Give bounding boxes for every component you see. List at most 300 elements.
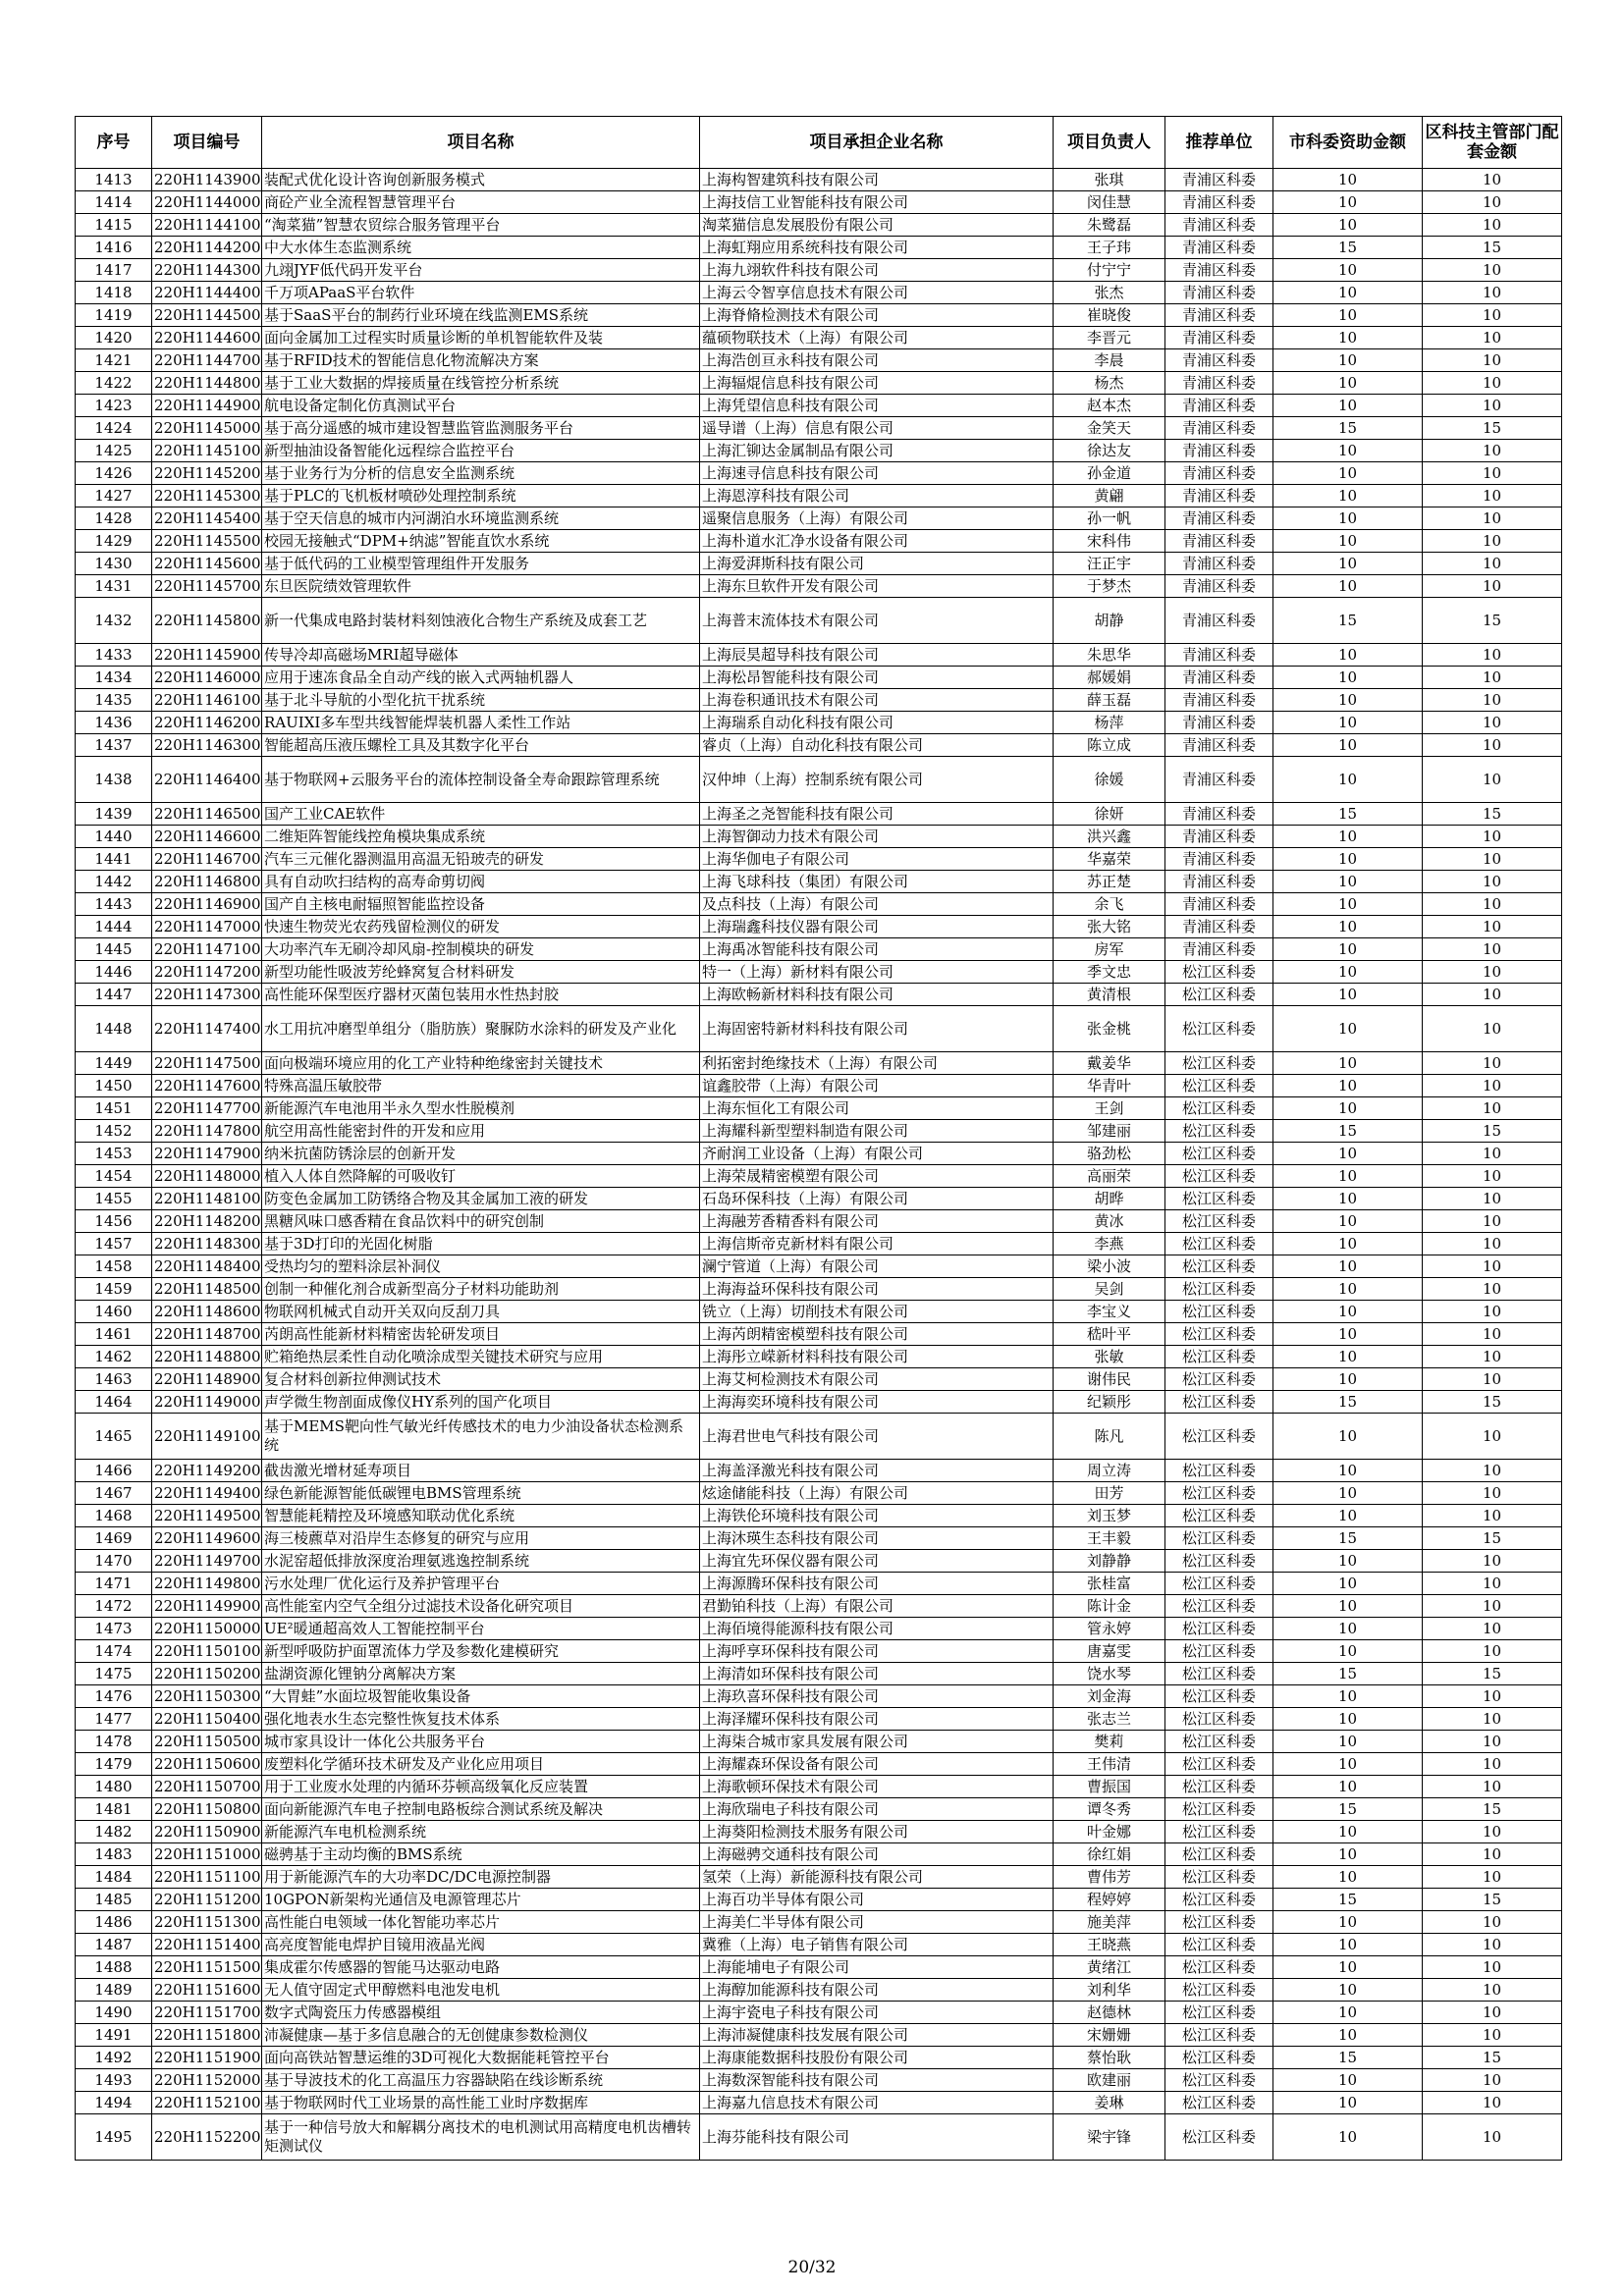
cell-recommender: 青浦区科委	[1165, 553, 1273, 575]
cell-company: 上海艾柯检测技术有限公司	[700, 1368, 1054, 1391]
cell-project-code: 220H1151900	[152, 2047, 262, 2069]
cell-project-code: 220H1146600	[152, 826, 262, 848]
cell-recommender: 松江区科委	[1165, 1006, 1273, 1052]
cell-project-name: 传导冷却高磁场MRI超导磁体	[262, 644, 700, 667]
cell-serial: 1445	[76, 938, 152, 961]
cell-company: 上海瑞系自动化科技有限公司	[700, 712, 1054, 734]
cell-company: 澜宁管道（上海）有限公司	[700, 1255, 1054, 1278]
cell-leader: 黄翩	[1054, 485, 1165, 507]
cell-project-code: 220H1144100	[152, 214, 262, 237]
cell-serial: 1489	[76, 1979, 152, 2002]
cell-city-funding: 10	[1273, 2024, 1423, 2047]
cell-company: 淘菜猫信息发展股份有限公司	[700, 214, 1054, 237]
cell-company: 上海君世电气科技有限公司	[700, 1414, 1054, 1460]
cell-project-name: 盐湖资源化锂钠分离解决方案	[262, 1663, 700, 1685]
cell-project-name: 数字式陶瓷压力传感器模组	[262, 2002, 700, 2024]
cell-company: 上海辰昊超导科技有限公司	[700, 644, 1054, 667]
cell-project-code: 220H1151800	[152, 2024, 262, 2047]
cell-company: 上海沛凝健康科技发展有限公司	[700, 2024, 1054, 2047]
cell-project-code: 220H1145700	[152, 575, 262, 598]
cell-project-code: 220H1144900	[152, 395, 262, 417]
cell-company: 上海泽耀环保科技有限公司	[700, 1708, 1054, 1731]
cell-company: 上海海奕环境科技有限公司	[700, 1391, 1054, 1414]
cell-district-funding: 10	[1423, 169, 1562, 191]
cell-project-code: 220H1151000	[152, 1843, 262, 1866]
cell-serial: 1433	[76, 644, 152, 667]
cell-company: 蕴硕物联技术（上海）有限公司	[700, 327, 1054, 349]
cell-serial: 1495	[76, 2114, 152, 2161]
table-row	[76, 2114, 1562, 2161]
cell-project-code: 220H1150400	[152, 1708, 262, 1731]
cell-city-funding: 10	[1273, 893, 1423, 916]
table-row	[76, 1505, 1562, 1527]
cell-project-name: 新一代集成电路封装材料刻蚀液化合物生产系统及成套工艺	[262, 598, 700, 644]
cell-district-funding: 15	[1423, 1120, 1562, 1143]
cell-leader: 季文忠	[1054, 961, 1165, 984]
cell-recommender: 松江区科委	[1165, 1097, 1273, 1120]
cell-project-name: RAUIXI多车型共线智能焊装机器人柔性工作站	[262, 712, 700, 734]
cell-project-name: 用于工业废水处理的内循环芬顿高级氧化反应装置	[262, 1776, 700, 1798]
cell-leader: 刘静静	[1054, 1550, 1165, 1573]
cell-company: 上海欣瑞电子科技有限公司	[700, 1798, 1054, 1821]
cell-project-code: 220H1144300	[152, 259, 262, 282]
table-row	[76, 1866, 1562, 1889]
table-row	[76, 1143, 1562, 1165]
cell-project-code: 220H1144200	[152, 237, 262, 259]
cell-leader: 施美萍	[1054, 1911, 1165, 1934]
cell-recommender: 松江区科委	[1165, 2047, 1273, 2069]
cell-project-code: 220H1150200	[152, 1663, 262, 1685]
cell-district-funding: 10	[1423, 1934, 1562, 1956]
cell-recommender: 松江区科委	[1165, 2024, 1273, 2047]
cell-serial: 1416	[76, 237, 152, 259]
cell-leader: 管永婷	[1054, 1618, 1165, 1640]
cell-city-funding: 10	[1273, 1843, 1423, 1866]
cell-city-funding: 10	[1273, 1414, 1423, 1460]
cell-project-name: 基于PLC的飞机板材喷砂处理控制系统	[262, 485, 700, 507]
cell-project-name: 复合材料创新拉伸测试技术	[262, 1368, 700, 1391]
cell-district-funding: 10	[1423, 1866, 1562, 1889]
cell-district-funding: 10	[1423, 826, 1562, 848]
cell-project-name: 基于导波技术的化工高温压力容器缺陷在线诊断系统	[262, 2069, 700, 2092]
cell-district-funding: 10	[1423, 1210, 1562, 1233]
table-row	[76, 2024, 1562, 2047]
table-row	[76, 282, 1562, 304]
cell-serial: 1451	[76, 1097, 152, 1120]
cell-leader: 王剑	[1054, 1097, 1165, 1120]
cell-city-funding: 10	[1273, 440, 1423, 462]
cell-city-funding: 10	[1273, 191, 1423, 214]
cell-company: 铣立（上海）切削技术有限公司	[700, 1301, 1054, 1323]
cell-leader: 闵佳慧	[1054, 191, 1165, 214]
col-header-city-funding: 市科委资助金额	[1273, 117, 1423, 169]
cell-recommender: 青浦区科委	[1165, 440, 1273, 462]
cell-serial: 1419	[76, 304, 152, 327]
cell-project-name: 新型呼吸防护面罩流体力学及参数化建模研究	[262, 1640, 700, 1663]
cell-project-code: 220H1145400	[152, 507, 262, 530]
cell-city-funding: 10	[1273, 916, 1423, 938]
table-row	[76, 1663, 1562, 1685]
cell-leader: 黄冰	[1054, 1210, 1165, 1233]
cell-company: 上海智御动力技术有限公司	[700, 826, 1054, 848]
cell-serial: 1477	[76, 1708, 152, 1731]
cell-city-funding: 15	[1273, 237, 1423, 259]
cell-recommender: 青浦区科委	[1165, 575, 1273, 598]
cell-recommender: 松江区科委	[1165, 1618, 1273, 1640]
cell-leader: 纪颖彤	[1054, 1391, 1165, 1414]
cell-project-name: 沛凝健康—基于多信息融合的无创健康参数检测仪	[262, 2024, 700, 2047]
cell-company: 上海葵阳检测技术服务有限公司	[700, 1821, 1054, 1843]
cell-recommender: 松江区科委	[1165, 1911, 1273, 1934]
cell-district-funding: 10	[1423, 2024, 1562, 2047]
table-row	[76, 1075, 1562, 1097]
cell-recommender: 青浦区科委	[1165, 734, 1273, 757]
cell-leader: 陈计金	[1054, 1595, 1165, 1618]
cell-leader: 邹建丽	[1054, 1120, 1165, 1143]
cell-project-code: 220H1147100	[152, 938, 262, 961]
table-row	[76, 734, 1562, 757]
cell-serial: 1439	[76, 803, 152, 826]
cell-project-name: 校园无接触式“DPM+纳滤”智能直饮水系统	[262, 530, 700, 553]
cell-serial: 1414	[76, 191, 152, 214]
cell-district-funding: 10	[1423, 1776, 1562, 1798]
table-row	[76, 372, 1562, 395]
cell-leader: 金笑天	[1054, 417, 1165, 440]
cell-company: 上海嘉九信息技术有限公司	[700, 2092, 1054, 2114]
cell-recommender: 松江区科委	[1165, 1663, 1273, 1685]
cell-serial: 1470	[76, 1550, 152, 1573]
cell-serial: 1492	[76, 2047, 152, 2069]
table-row	[76, 1301, 1562, 1323]
cell-company: 上海歌顿环保技术有限公司	[700, 1776, 1054, 1798]
cell-project-name: 国产自主核电耐辐照智能监控设备	[262, 893, 700, 916]
cell-city-funding: 10	[1273, 1753, 1423, 1776]
cell-city-funding: 10	[1273, 395, 1423, 417]
cell-district-funding: 10	[1423, 1143, 1562, 1165]
table-row	[76, 1934, 1562, 1956]
cell-company: 上海呼享环保科技有限公司	[700, 1640, 1054, 1663]
cell-district-funding: 10	[1423, 1006, 1562, 1052]
cell-serial: 1491	[76, 2024, 152, 2047]
cell-recommender: 松江区科委	[1165, 1776, 1273, 1798]
cell-project-code: 220H1148500	[152, 1278, 262, 1301]
cell-project-code: 220H1146900	[152, 893, 262, 916]
cell-project-name: “大胃蛙”水面垃圾智能收集设备	[262, 1685, 700, 1708]
cell-district-funding: 10	[1423, 214, 1562, 237]
cell-serial: 1449	[76, 1052, 152, 1075]
cell-leader: 黄清根	[1054, 984, 1165, 1006]
cell-leader: 李燕	[1054, 1233, 1165, 1255]
cell-project-code: 220H1145000	[152, 417, 262, 440]
table-row	[76, 1006, 1562, 1052]
cell-leader: 王晓燕	[1054, 1934, 1165, 1956]
table-row	[76, 485, 1562, 507]
cell-project-name: 基于一种信号放大和解耦分离技术的电机测试用高精度电机齿槽转矩测试仪	[262, 2114, 700, 2161]
table-row	[76, 1618, 1562, 1640]
cell-leader: 徐媛	[1054, 757, 1165, 803]
cell-serial: 1456	[76, 1210, 152, 1233]
cell-company: 上海云令智享信息技术有限公司	[700, 282, 1054, 304]
cell-city-funding: 10	[1273, 1595, 1423, 1618]
cell-recommender: 松江区科委	[1165, 1255, 1273, 1278]
cell-company: 上海数深智能科技有限公司	[700, 2069, 1054, 2092]
cell-project-code: 220H1150900	[152, 1821, 262, 1843]
cell-project-name: 黑糖风味口感香精在食品饮料中的研究创制	[262, 1210, 700, 1233]
cell-serial: 1464	[76, 1391, 152, 1414]
cell-city-funding: 10	[1273, 1233, 1423, 1255]
cell-district-funding: 10	[1423, 938, 1562, 961]
cell-project-code: 220H1152100	[152, 2092, 262, 2114]
cell-recommender: 松江区科委	[1165, 1210, 1273, 1233]
cell-project-name: 基于SaaS平台的制药行业环境在线监测EMS系统	[262, 304, 700, 327]
cell-project-code: 220H1145900	[152, 644, 262, 667]
cell-recommender: 松江区科委	[1165, 961, 1273, 984]
cell-project-name: 海三棱藨草对沿岸生态修复的研究与应用	[262, 1527, 700, 1550]
cell-project-name: 截齿激光增材延寿项目	[262, 1460, 700, 1482]
cell-serial: 1475	[76, 1663, 152, 1685]
cell-district-funding: 10	[1423, 1595, 1562, 1618]
cell-project-name: 中大水体生态监测系统	[262, 237, 700, 259]
cell-serial: 1431	[76, 575, 152, 598]
cell-recommender: 青浦区科委	[1165, 214, 1273, 237]
cell-leader: 洪兴鑫	[1054, 826, 1165, 848]
cell-leader: 张敏	[1054, 1346, 1165, 1368]
cell-company: 遥聚信息服务（上海）有限公司	[700, 507, 1054, 530]
cell-serial: 1423	[76, 395, 152, 417]
cell-company: 上海信斯帝克新材料有限公司	[700, 1233, 1054, 1255]
cell-company: 上海瑞鑫科技仪器有限公司	[700, 916, 1054, 938]
cell-leader: 程婷婷	[1054, 1889, 1165, 1911]
cell-project-name: 航电设备定制化仿真测试平台	[262, 395, 700, 417]
cell-project-name: 基于业务行为分析的信息安全监测系统	[262, 462, 700, 485]
cell-project-name: 声学微生物剖面成像仪HY系列的国产化项目	[262, 1391, 700, 1414]
cell-leader: 张金桃	[1054, 1006, 1165, 1052]
table-row	[76, 1527, 1562, 1550]
cell-project-code: 220H1146300	[152, 734, 262, 757]
cell-leader: 欧建丽	[1054, 2069, 1165, 2092]
table-row	[76, 598, 1562, 644]
cell-recommender: 青浦区科委	[1165, 237, 1273, 259]
cell-company: 上海玖喜环保科技有限公司	[700, 1685, 1054, 1708]
cell-city-funding: 10	[1273, 462, 1423, 485]
table-row	[76, 1052, 1562, 1075]
cell-project-name: 基于工业大数据的焊接质量在线管控分析系统	[262, 372, 700, 395]
cell-city-funding: 15	[1273, 1798, 1423, 1821]
cell-project-name: 新型抽油设备智能化远程综合监控平台	[262, 440, 700, 462]
cell-project-code: 220H1144700	[152, 349, 262, 372]
cell-recommender: 青浦区科委	[1165, 372, 1273, 395]
cell-leader: 刘金海	[1054, 1685, 1165, 1708]
cell-serial: 1461	[76, 1323, 152, 1346]
cell-project-code: 220H1151300	[152, 1911, 262, 1934]
cell-leader: 胡静	[1054, 598, 1165, 644]
cell-project-name: 受热均匀的塑料涂层补洞仪	[262, 1255, 700, 1278]
cell-city-funding: 10	[1273, 372, 1423, 395]
cell-serial: 1474	[76, 1640, 152, 1663]
table-row	[76, 938, 1562, 961]
cell-project-code: 220H1150100	[152, 1640, 262, 1663]
cell-leader: 孙金道	[1054, 462, 1165, 485]
cell-project-name: 高性能环保型医疗器材灭菌包装用水性热封胶	[262, 984, 700, 1006]
cell-city-funding: 10	[1273, 644, 1423, 667]
cell-district-funding: 10	[1423, 440, 1562, 462]
cell-project-name: 智慧能耗精控及环境感知联动优化系统	[262, 1505, 700, 1527]
cell-city-funding: 10	[1273, 826, 1423, 848]
cell-leader: 徐妍	[1054, 803, 1165, 826]
cell-district-funding: 10	[1423, 1618, 1562, 1640]
table-row	[76, 984, 1562, 1006]
cell-serial: 1493	[76, 2069, 152, 2092]
cell-company: 上海浩创亘永科技有限公司	[700, 349, 1054, 372]
cell-serial: 1473	[76, 1618, 152, 1640]
cell-recommender: 青浦区科委	[1165, 848, 1273, 871]
cell-company: 谊鑫胶带（上海）有限公司	[700, 1075, 1054, 1097]
cell-city-funding: 10	[1273, 1956, 1423, 1979]
cell-serial: 1481	[76, 1798, 152, 1821]
table-row	[76, 1210, 1562, 1233]
cell-serial: 1480	[76, 1776, 152, 1798]
cell-project-name: 纳米抗菌防锈涂层的创新开发	[262, 1143, 700, 1165]
cell-serial: 1452	[76, 1120, 152, 1143]
table-row	[76, 1368, 1562, 1391]
cell-leader: 李晋元	[1054, 327, 1165, 349]
cell-serial: 1415	[76, 214, 152, 237]
table-row	[76, 575, 1562, 598]
col-header-project-code: 项目编号	[152, 117, 262, 169]
cell-recommender: 松江区科委	[1165, 1368, 1273, 1391]
cell-serial: 1438	[76, 757, 152, 803]
cell-company: 齐耐润工业设备（上海）有限公司	[700, 1143, 1054, 1165]
cell-leader: 周立涛	[1054, 1460, 1165, 1482]
cell-project-name: 防变色金属加工防锈络合物及其金属加工液的研发	[262, 1188, 700, 1210]
cell-district-funding: 10	[1423, 2114, 1562, 2161]
cell-serial: 1430	[76, 553, 152, 575]
cell-city-funding: 10	[1273, 871, 1423, 893]
cell-recommender: 松江区科委	[1165, 1821, 1273, 1843]
table-row	[76, 1346, 1562, 1368]
cell-leader: 嵇叶平	[1054, 1323, 1165, 1346]
cell-project-name: 废塑料化学循环技术研发及产业化应用项目	[262, 1753, 700, 1776]
table-row	[76, 644, 1562, 667]
cell-company: 上海融芳香精香料有限公司	[700, 1210, 1054, 1233]
table-row	[76, 1414, 1562, 1460]
cell-district-funding: 10	[1423, 689, 1562, 712]
cell-company: 上海九翊软件科技有限公司	[700, 259, 1054, 282]
cell-recommender: 松江区科委	[1165, 1052, 1273, 1075]
cell-recommender: 松江区科委	[1165, 1640, 1273, 1663]
cell-company: 上海禹冰智能科技有限公司	[700, 938, 1054, 961]
cell-project-name: 强化地表水生态完整性恢复技术体系	[262, 1708, 700, 1731]
cell-project-name: 面向新能源汽车电子控制电路板综合测试系统及解决	[262, 1798, 700, 1821]
cell-city-funding: 10	[1273, 530, 1423, 553]
cell-serial: 1483	[76, 1843, 152, 1866]
cell-company: 上海构智建筑科技有限公司	[700, 169, 1054, 191]
cell-serial: 1471	[76, 1573, 152, 1595]
cell-city-funding: 10	[1273, 1052, 1423, 1075]
cell-district-funding: 10	[1423, 871, 1562, 893]
cell-recommender: 松江区科委	[1165, 2092, 1273, 2114]
cell-project-name: 磁骋基于主动均衡的BMS系统	[262, 1843, 700, 1866]
cell-leader: 陈凡	[1054, 1414, 1165, 1460]
cell-leader: 张大铭	[1054, 916, 1165, 938]
cell-city-funding: 10	[1273, 1006, 1423, 1052]
cell-project-name: 面向金属加工过程实时质量诊断的单机智能软件及装	[262, 327, 700, 349]
cell-project-code: 220H1144500	[152, 304, 262, 327]
cell-district-funding: 10	[1423, 304, 1562, 327]
cell-company: 上海朴道水汇净水设备有限公司	[700, 530, 1054, 553]
table-row	[76, 2002, 1562, 2024]
cell-city-funding: 10	[1273, 712, 1423, 734]
cell-city-funding: 10	[1273, 1685, 1423, 1708]
cell-serial: 1454	[76, 1165, 152, 1188]
cell-company: 上海辐焜信息科技有限公司	[700, 372, 1054, 395]
cell-leader: 薛玉磊	[1054, 689, 1165, 712]
cell-city-funding: 10	[1273, 1143, 1423, 1165]
cell-district-funding: 10	[1423, 1278, 1562, 1301]
cell-district-funding: 15	[1423, 598, 1562, 644]
cell-project-code: 220H1148000	[152, 1165, 262, 1188]
table-row	[76, 1685, 1562, 1708]
cell-leader: 刘利华	[1054, 1979, 1165, 2002]
cell-project-name: 二维矩阵智能线控角模块集成系统	[262, 826, 700, 848]
cell-city-funding: 10	[1273, 1097, 1423, 1120]
cell-project-code: 220H1148600	[152, 1301, 262, 1323]
cell-city-funding: 10	[1273, 575, 1423, 598]
cell-serial: 1428	[76, 507, 152, 530]
table-row	[76, 2047, 1562, 2069]
cell-leader: 高丽荣	[1054, 1165, 1165, 1188]
cell-recommender: 青浦区科委	[1165, 530, 1273, 553]
cell-project-code: 220H1144800	[152, 372, 262, 395]
table-row	[76, 1595, 1562, 1618]
cell-city-funding: 10	[1273, 1821, 1423, 1843]
cell-city-funding: 15	[1273, 1391, 1423, 1414]
cell-serial: 1447	[76, 984, 152, 1006]
cell-project-name: 基于物联网时代工业场景的高性能工业时序数据库	[262, 2092, 700, 2114]
cell-district-funding: 10	[1423, 1346, 1562, 1368]
cell-company: 上海清如环保科技有限公司	[700, 1663, 1054, 1685]
cell-district-funding: 10	[1423, 2069, 1562, 2092]
cell-city-funding: 10	[1273, 1731, 1423, 1753]
cell-leader: 骆劲松	[1054, 1143, 1165, 1165]
table-row	[76, 1956, 1562, 1979]
cell-company: 上海铁伦环境科技有限公司	[700, 1505, 1054, 1527]
cell-recommender: 青浦区科委	[1165, 803, 1273, 826]
cell-project-name: 特殊高温压敏胶带	[262, 1075, 700, 1097]
table-row	[76, 1188, 1562, 1210]
cell-company: 上海磁骋交通科技有限公司	[700, 1843, 1054, 1866]
cell-city-funding: 10	[1273, 1301, 1423, 1323]
table-row	[76, 1323, 1562, 1346]
cell-recommender: 青浦区科委	[1165, 169, 1273, 191]
cell-district-funding: 10	[1423, 1075, 1562, 1097]
cell-project-name: 水泥窑超低排放深度治理氨逃逸控制系统	[262, 1550, 700, 1573]
cell-district-funding: 10	[1423, 1460, 1562, 1482]
cell-serial: 1426	[76, 462, 152, 485]
cell-serial: 1434	[76, 667, 152, 689]
cell-company: 上海松昂智能科技有限公司	[700, 667, 1054, 689]
cell-project-code: 220H1147800	[152, 1120, 262, 1143]
cell-recommender: 松江区科委	[1165, 1527, 1273, 1550]
cell-project-name: 集成霍尔传感器的智能马达驱动电路	[262, 1956, 700, 1979]
cell-project-code: 220H1149400	[152, 1482, 262, 1505]
cell-project-code: 220H1146000	[152, 667, 262, 689]
cell-project-code: 220H1146200	[152, 712, 262, 734]
cell-recommender: 青浦区科委	[1165, 712, 1273, 734]
cell-company: 上海欧畅新材料科技有限公司	[700, 984, 1054, 1006]
table-row	[76, 462, 1562, 485]
cell-city-funding: 10	[1273, 282, 1423, 304]
